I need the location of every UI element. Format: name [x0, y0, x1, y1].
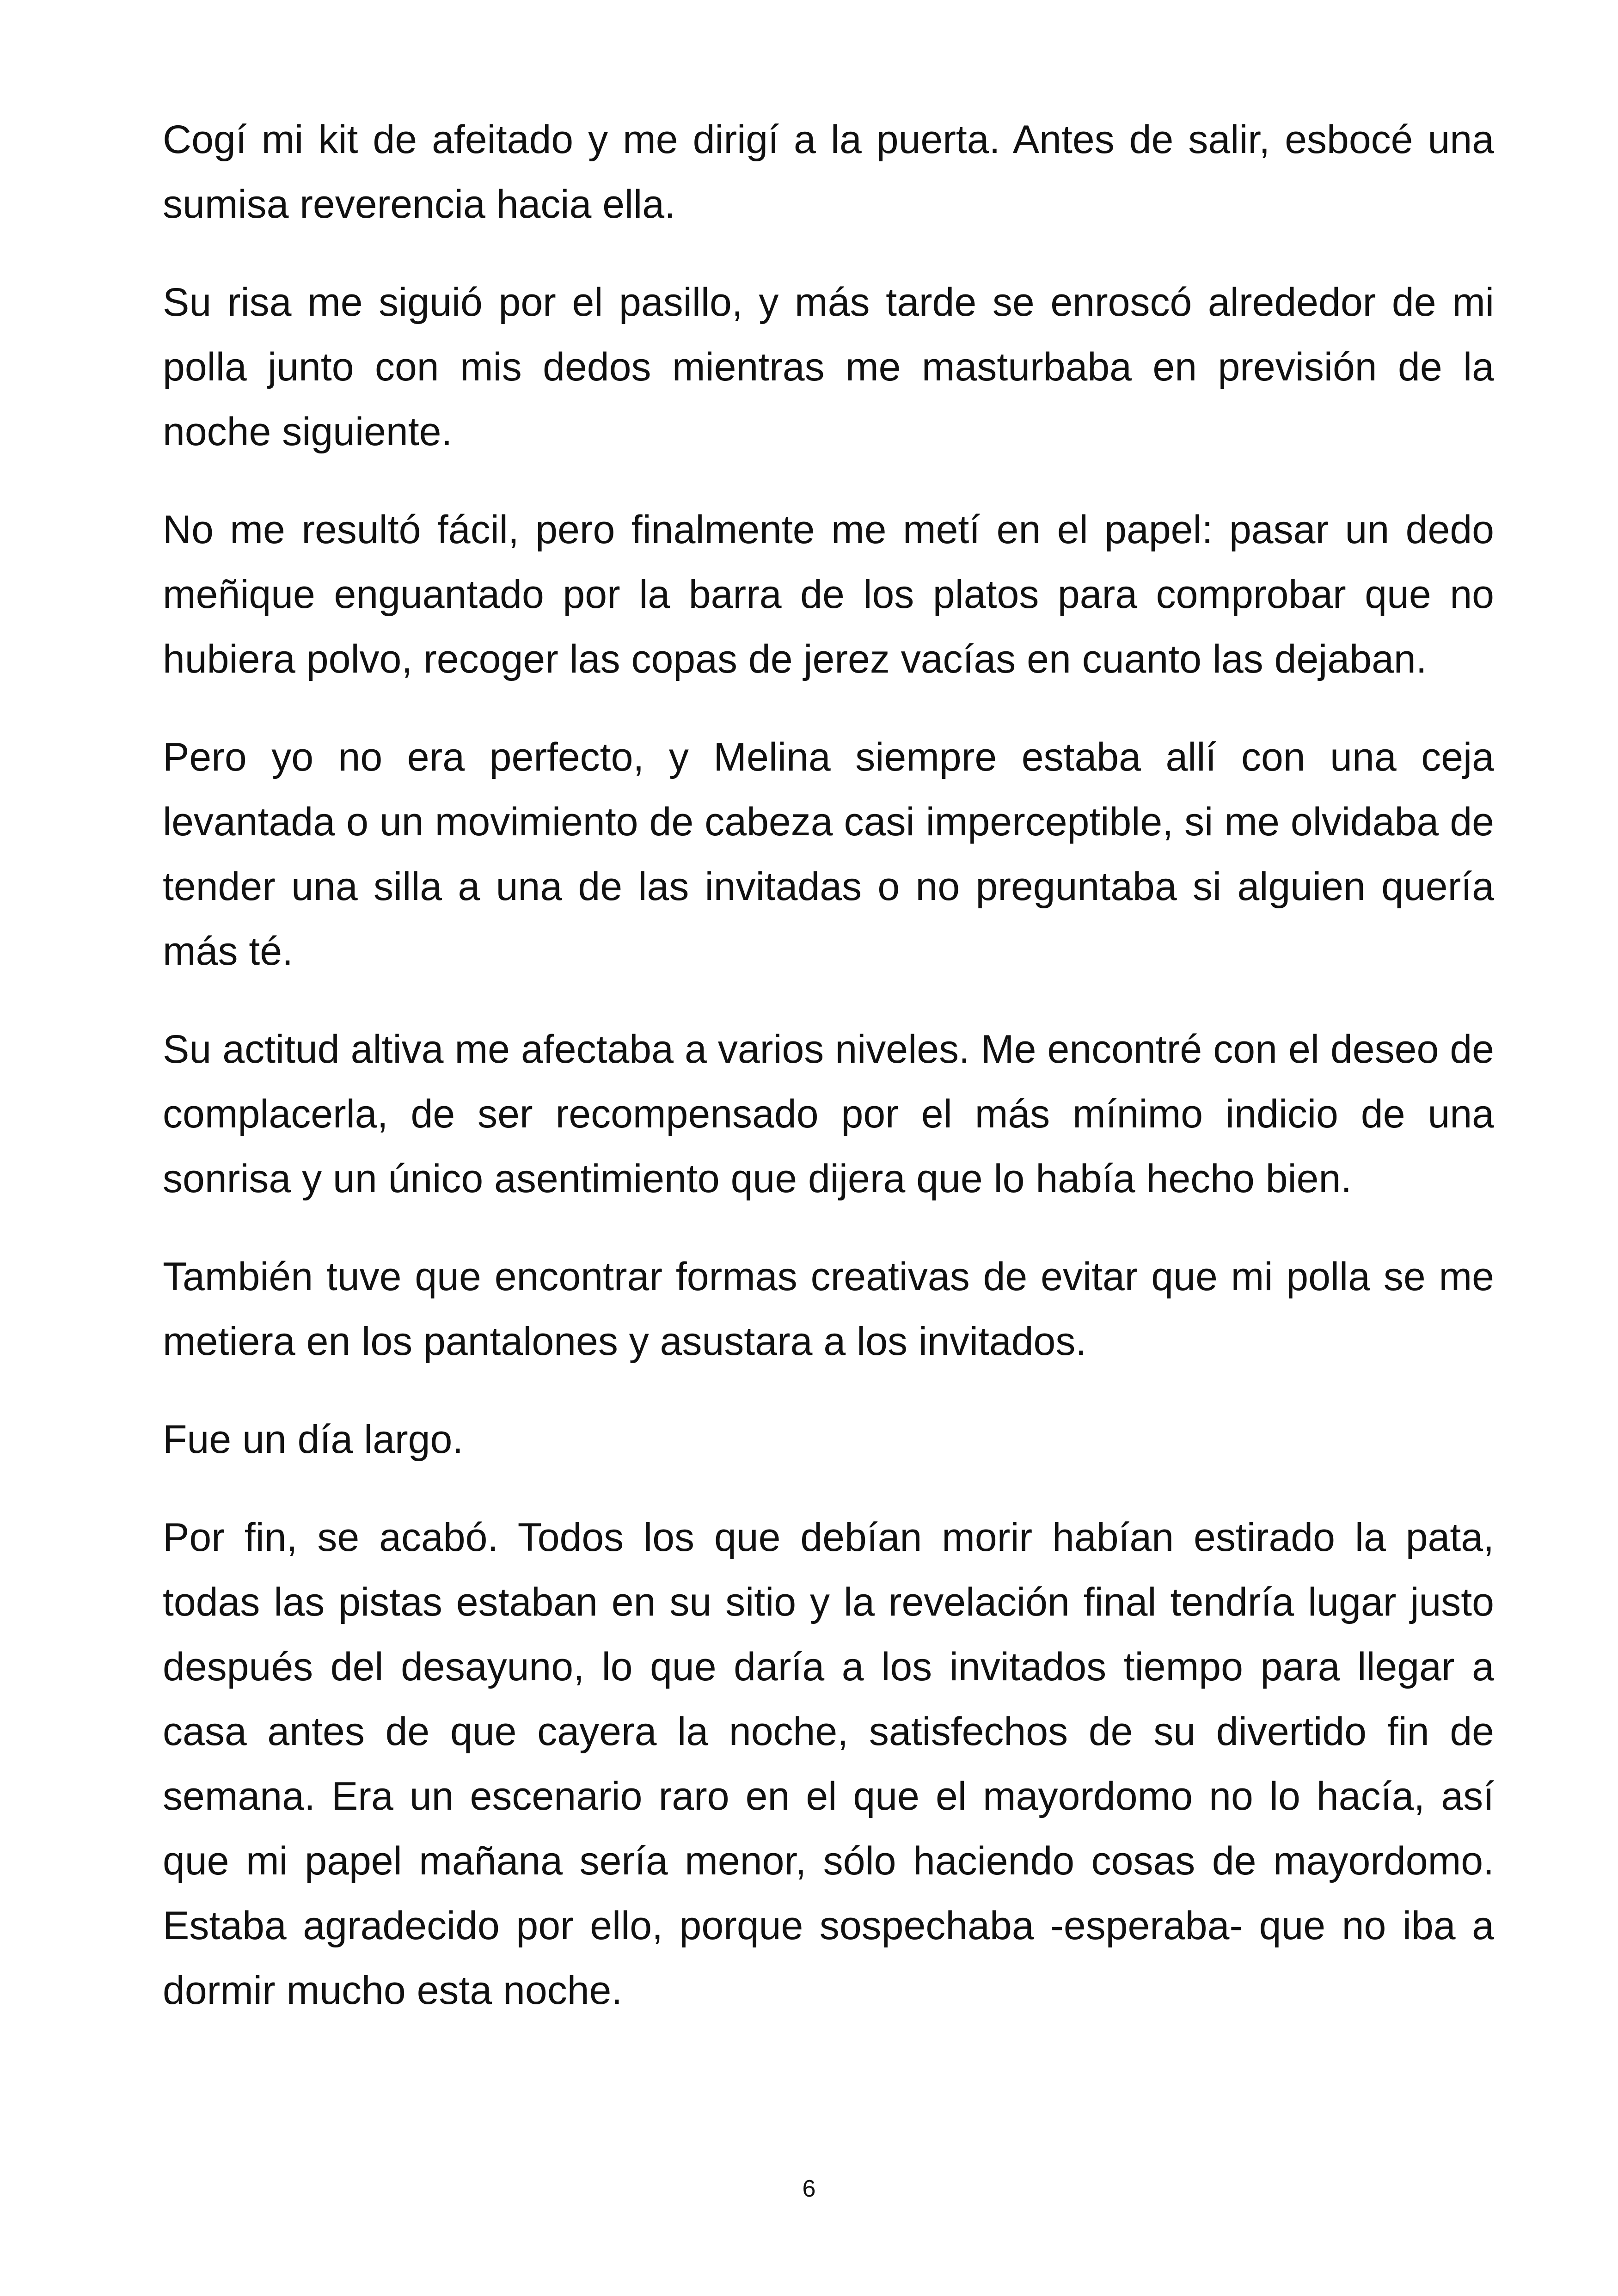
- paragraph: Por fin, se acabó. Todos los que debían morir habían estirado la pata, todas las pistas estaban en su sitio y la revelación final tendría lugar justo después del desayuno, lo que daría a los invitados tiempo para llegar a casa antes de que cayera la noche, satisfechos de su divertido fin de semana. Era un escenario raro en el que el mayordomo no lo hacía, así que mi papel mañana sería menor, sólo haciendo cosas de mayordomo. Estaba agradecido por ello, porque sospechaba -esperaba- que no iba a dormir mucho esta noche.: [163, 1515, 1494, 2013]
- paragraph: Fue un día largo.: [163, 1417, 464, 1462]
- paragraph: También tuve que encontrar formas creativas de evitar que mi polla se me metiera en los pantalones y asustara a los invitados.: [163, 1255, 1494, 1364]
- body-text: [163, 107, 1494, 2056]
- paragraph: No me resultó fácil, pero finalmente me metí en el papel: pasar un dedo meñique enguantado por la barra de los platos para comprobar que no hubiera polvo, recoger las copas de jerez vacías en cuanto las dejaban.: [163, 508, 1494, 681]
- page-number: 6: [802, 2175, 816, 2202]
- paragraph: Cogí mi kit de afeitado y me dirigí a la puerta. Antes de salir, esbocé una sumisa reverencia hacia ella.: [163, 117, 1494, 227]
- paragraph: Su actitud altiva me afectaba a varios niveles. Me encontré con el deseo de complacerla, de ser recompensado por el más mínimo indicio de una sonrisa y un único asentimiento que dijera que lo había hecho bien.: [163, 1027, 1494, 1201]
- paragraph: Su risa me siguió por el pasillo, y más tarde se enroscó alrededor de mi polla junto con mis dedos mientras me masturbaba en previsión de la noche siguiente.: [163, 280, 1494, 454]
- paragraph: Pero yo no era perfecto, y Melina siempre estaba allí con una ceja levantada o un movimiento de cabeza casi imperceptible, si me olvidaba de tender una silla a una de las invitadas o no preguntaba si alguien quería más té.: [163, 735, 1494, 974]
